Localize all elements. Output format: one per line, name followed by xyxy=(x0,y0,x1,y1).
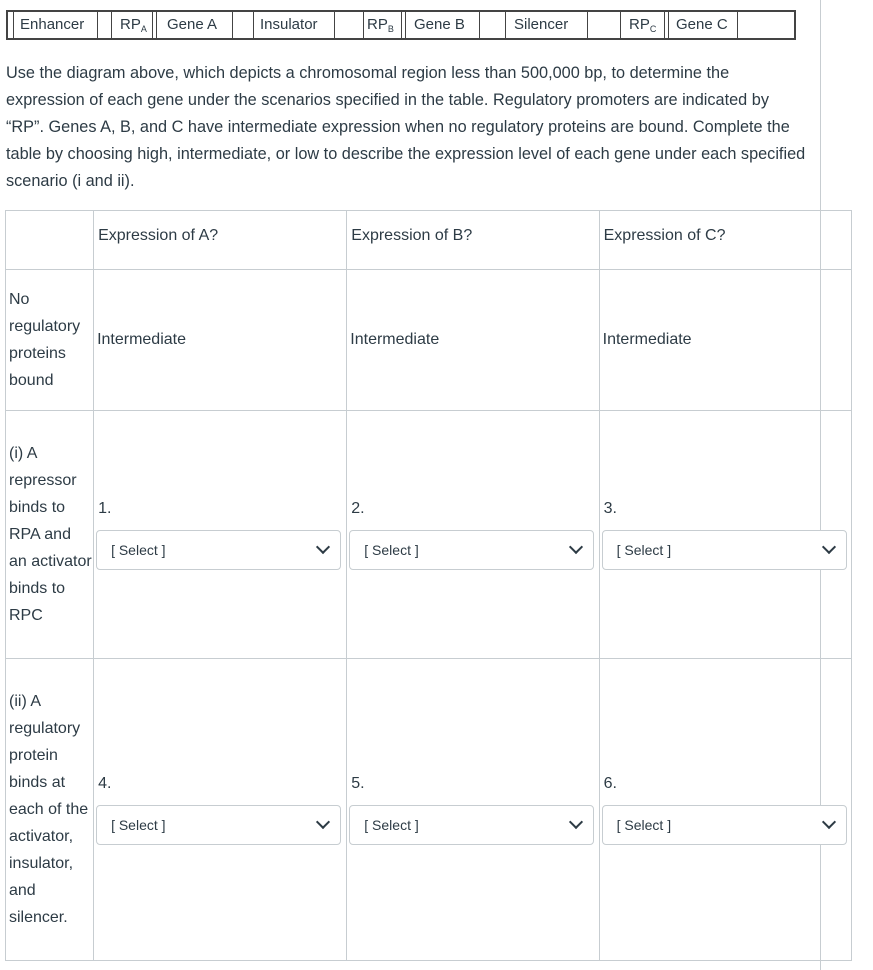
header-b-text: Expression of B? xyxy=(351,227,473,244)
rp-a-label: $RP_A$ xyxy=(120,16,147,34)
enhancer-label: Enhancer xyxy=(20,16,85,33)
gene-a-label: Gene A xyxy=(167,16,218,33)
expression-table xyxy=(5,210,852,961)
chevron-down-icon xyxy=(316,540,330,554)
table-row xyxy=(6,411,852,659)
row-label-no-proteins: No regulatory proteins bound xyxy=(6,270,94,411)
gene-c-label: Gene C xyxy=(676,16,728,33)
gene-b-label: Gene B xyxy=(414,16,465,33)
question-number: 6. xyxy=(603,774,617,792)
strip-start-cap xyxy=(10,12,14,38)
strip-gap xyxy=(479,12,506,38)
select-dropdown-3[interactable] xyxy=(602,530,847,570)
strip-gap xyxy=(334,12,364,38)
strip-gap xyxy=(97,12,112,38)
select-placeholder: [ Select ] xyxy=(111,541,166,558)
intermediate-text: Intermediate xyxy=(350,331,440,348)
table-header-row xyxy=(6,211,852,270)
cell-1 xyxy=(94,411,347,659)
header-c-text: Expression of C? xyxy=(603,227,726,244)
select-placeholder: [ Select ] xyxy=(616,816,672,833)
silencer-label: Silencer xyxy=(514,16,569,33)
question-number: 4. xyxy=(98,774,112,792)
cell-2 xyxy=(347,411,599,659)
chevron-down-icon xyxy=(569,815,583,829)
strip-end xyxy=(737,12,796,38)
question-number: 1. xyxy=(98,499,112,517)
intermediate-text: Intermediate xyxy=(602,331,692,348)
question-number: 2. xyxy=(351,499,365,517)
cell-5 xyxy=(347,659,599,961)
cell-c-intermediate xyxy=(599,270,851,411)
header-empty-cell xyxy=(6,211,94,270)
cell-4 xyxy=(94,659,347,961)
select-dropdown-5[interactable] xyxy=(349,805,594,845)
strip-gap xyxy=(232,12,254,38)
table-row xyxy=(6,270,852,411)
question-number: 5. xyxy=(351,774,365,792)
select-placeholder: [ Select ] xyxy=(364,541,419,558)
row-label-scenario-i: (i) A repressor binds to RPA and an activator binds to RPC xyxy=(6,411,94,659)
header-a-text: Expression of A? xyxy=(98,227,219,244)
row-label-scenario-ii: (ii) A regulatory protein binds at each of the activator, insulator, and silencer. xyxy=(6,659,94,961)
chevron-down-icon xyxy=(822,540,836,554)
rp-b-label: $RP_B$ xyxy=(367,16,394,34)
cell-6 xyxy=(599,659,851,961)
chevron-down-icon xyxy=(569,540,583,554)
select-dropdown-4[interactable] xyxy=(96,805,341,845)
question-number: 3. xyxy=(603,499,617,517)
table-row xyxy=(6,659,852,961)
header-cell-c xyxy=(599,211,851,270)
strip-gap xyxy=(401,12,406,38)
cell-b-intermediate xyxy=(347,270,599,411)
rp-c-label: $RP_C$ xyxy=(629,16,657,34)
strip-gap xyxy=(664,12,669,38)
cell-a-intermediate xyxy=(94,270,347,411)
select-dropdown-2[interactable] xyxy=(349,530,594,570)
header-cell-a xyxy=(94,211,347,270)
chromosome-diagram xyxy=(6,10,796,40)
chevron-down-icon xyxy=(316,815,330,829)
select-dropdown-6[interactable] xyxy=(602,805,847,845)
chevron-down-icon xyxy=(822,815,836,829)
insulator-label: Insulator xyxy=(260,16,318,33)
strip-gap xyxy=(587,12,621,38)
select-placeholder: [ Select ] xyxy=(616,541,672,558)
select-dropdown-1[interactable] xyxy=(96,530,341,570)
select-placeholder: [ Select ] xyxy=(364,816,419,833)
strip-gap xyxy=(152,12,157,38)
instructions-text: Use the diagram above, which depicts a chromosomal region less than 500,000 bp, to determine the expression of each gene under the scenarios specified in the table. Regulatory promoters are indicated by “RP”. Genes A, B, and C have intermediate expression when no regulatory proteins are bound. Complete the table by choosing high, intermediate, or low to describe the expression level of each gene under each specified scenario (i and ii). xyxy=(6,64,806,190)
intermediate-text: Intermediate xyxy=(97,331,186,348)
select-placeholder: [ Select ] xyxy=(111,816,166,833)
cell-3 xyxy=(599,411,851,659)
header-cell-b xyxy=(347,211,599,270)
